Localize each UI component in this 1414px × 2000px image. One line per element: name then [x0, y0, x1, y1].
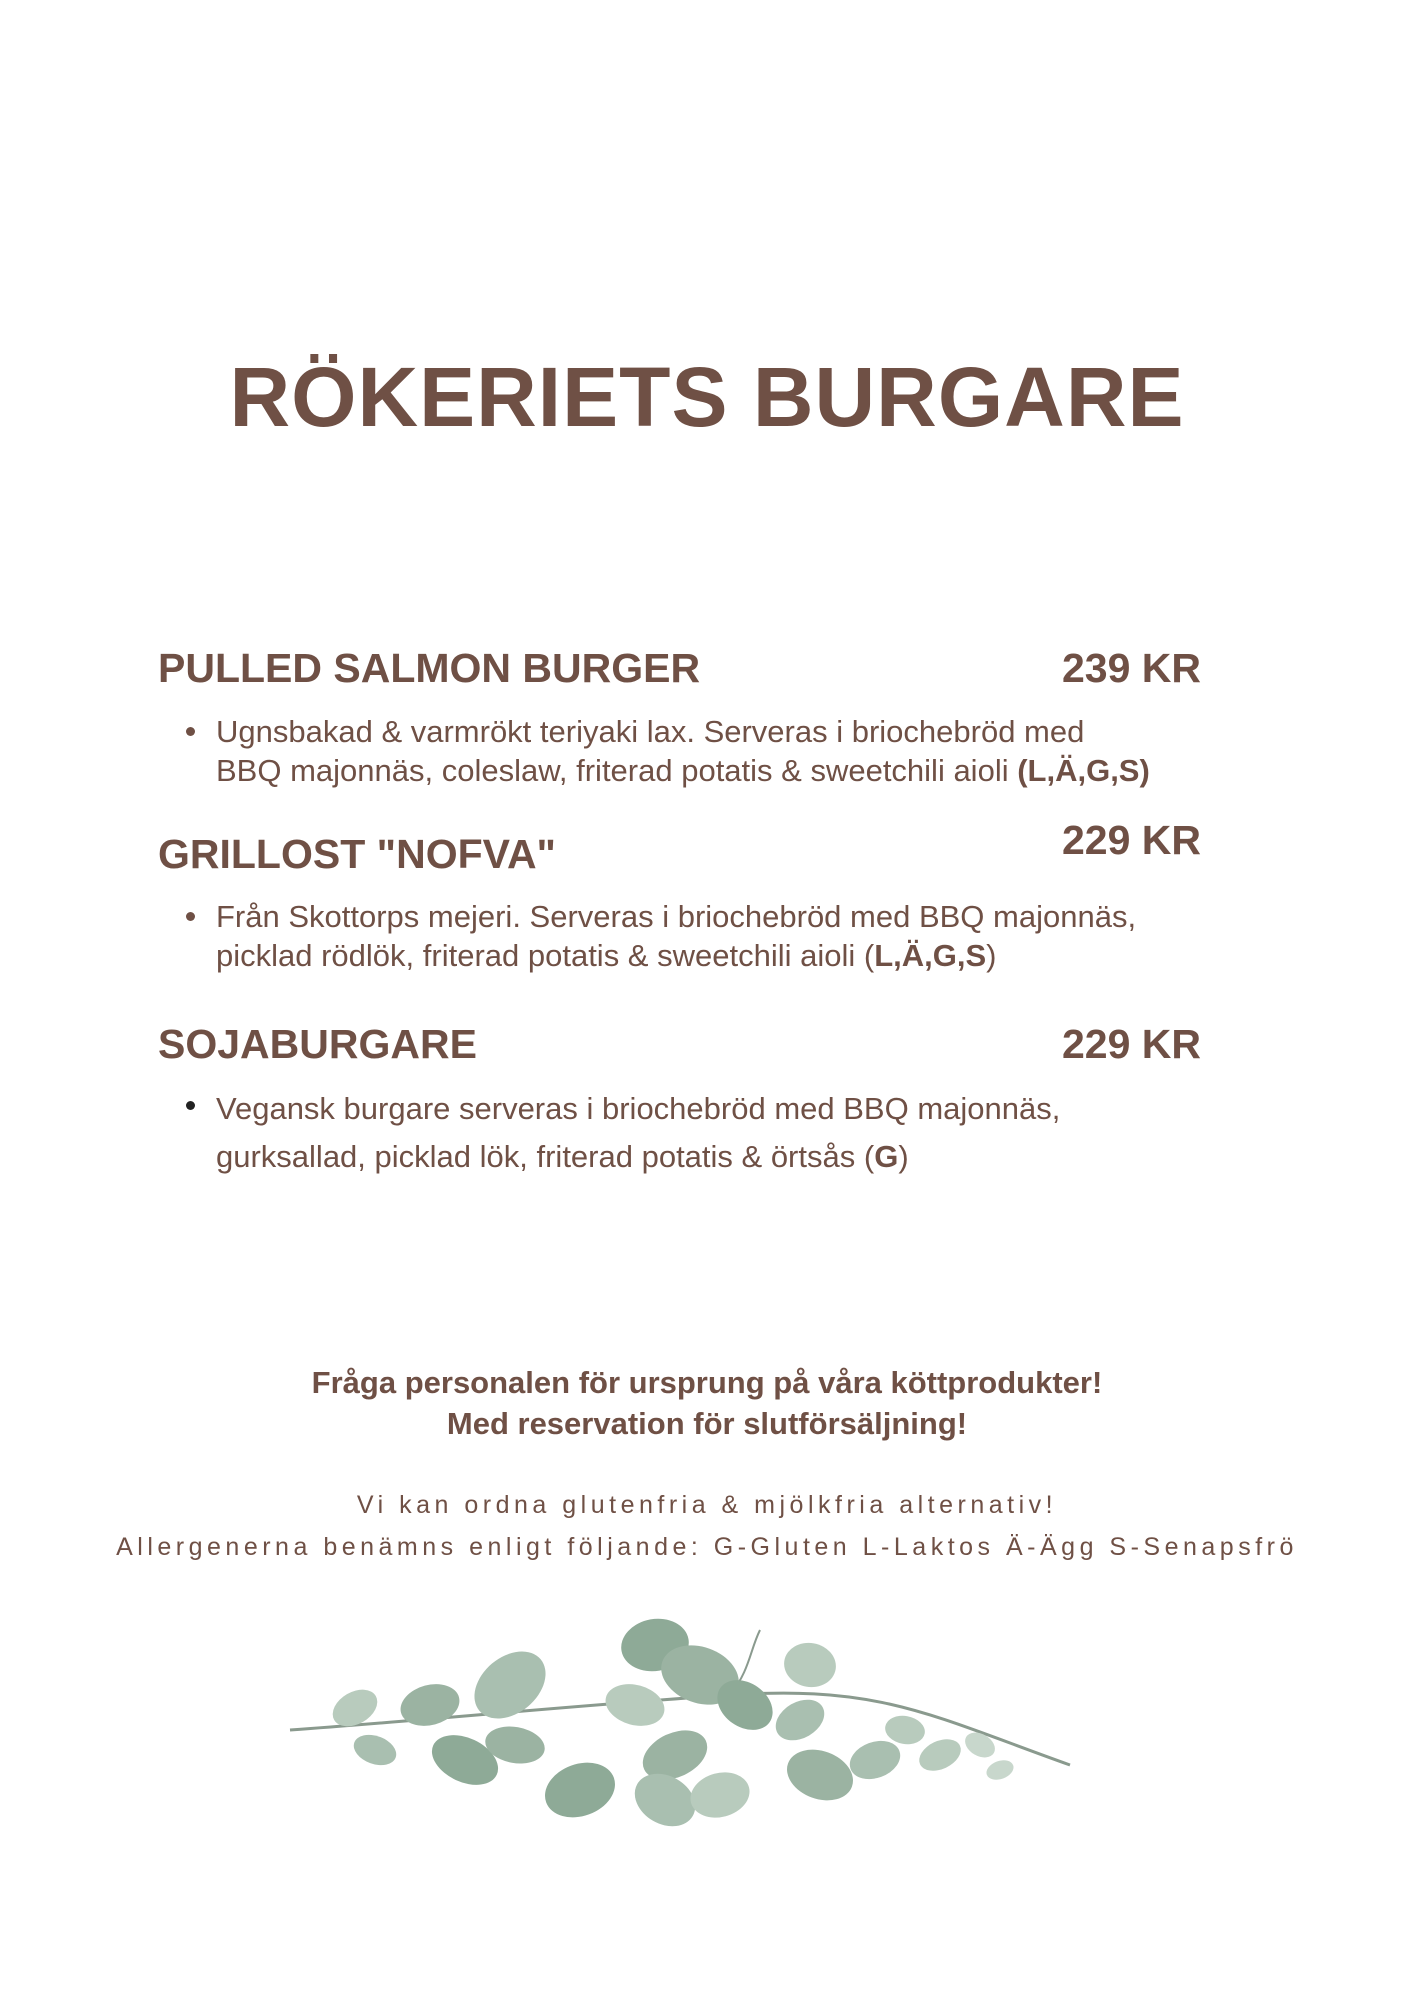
description-line: Vegansk burgare serveras i briochebröd med BBQ majonnäs,: [216, 1091, 1061, 1126]
description-line: [216, 936, 1306, 975]
item-name: SOJABURGARE: [158, 1021, 477, 1067]
description-text: gurksallad, picklad lök, friterad potatis & örtsås (: [216, 1139, 875, 1174]
allergen-paren: ): [898, 1139, 909, 1174]
item-description: [216, 1085, 1306, 1181]
item-price: 229 KR: [1062, 1021, 1202, 1067]
description-line: [216, 1133, 1306, 1181]
item-name: GRILLOST "NOFVA": [158, 831, 556, 877]
allergen-codes: (L,Ä,G,S): [1017, 753, 1150, 788]
menu-title: RÖKERIETS BURGARE: [229, 350, 1185, 444]
info-line: Vi kan ordna glutenfria & mjölkfria alternativ!: [356, 1491, 1058, 1519]
item-description: [216, 897, 1306, 975]
description-text: picklad rödlök, friterad potatis & sweetchili aioli: [216, 938, 864, 973]
description-line: [216, 751, 1306, 790]
info-line: Allergenerna benämns enligt följande: G-Gluten L-Laktos Ä-Ägg S-Senapsfrö: [116, 1533, 1298, 1561]
item-price: 229 KR: [1062, 817, 1202, 863]
item-price: 239 KR: [1062, 645, 1202, 691]
item-name: PULLED SALMON BURGER: [158, 645, 701, 691]
notice-line: Fråga personalen för ursprung på våra köttprodukter!: [311, 1365, 1103, 1400]
staff-notice: [0, 1362, 1414, 1444]
item-description: [216, 712, 1306, 790]
allergen-paren: ): [986, 938, 997, 973]
description-text: BBQ majonnäs, coleslaw, friterad potatis & sweetchili aioli: [216, 753, 1018, 788]
description-line: Från Skottorps mejeri. Serveras i briochebröd med BBQ majonnäs,: [216, 899, 1137, 934]
bullet-icon: [186, 912, 195, 921]
allergen-info: [0, 1484, 1414, 1568]
bullet-icon: [186, 1101, 195, 1110]
description-line: Ugnsbakad & varmrökt teriyaki lax. Serveras i briochebröd med: [216, 714, 1085, 749]
allergen-codes: G: [874, 1139, 899, 1174]
notice-line: Med reservation för slutförsäljning!: [446, 1406, 968, 1441]
eucalyptus-branch-icon: [280, 1610, 1080, 1840]
allergen-codes: L,Ä,G,S: [874, 938, 987, 973]
bullet-icon: [186, 727, 195, 736]
allergen-paren: (: [863, 938, 875, 973]
